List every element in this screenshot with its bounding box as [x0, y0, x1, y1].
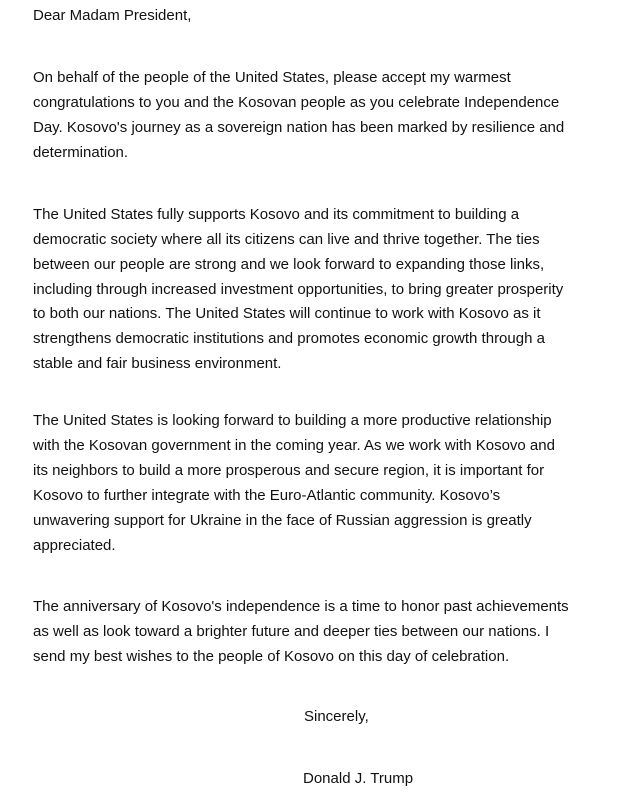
paragraph-2-line-6: strengthens democratic institutions and promotes economic growth through a [33, 330, 545, 347]
paragraph-3-line-1: The United States is looking forward to building a more productive relationship [33, 412, 552, 429]
paragraph-2-line-7: stable and fair business environment. [33, 355, 282, 372]
paragraph-4-line-3: send my best wishes to the people of Kosovo on this day of celebration. [33, 648, 510, 665]
closing: Sincerely, [304, 708, 369, 725]
paragraph-3-line-2: with the Kosovan government in the coming year. As we work with Kosovo and [33, 437, 555, 454]
paragraph-4-line-1: The anniversary of Kosovo's independence is a time to honor past achievements [33, 598, 569, 615]
paragraph-1-line-3: Day. Kosovo's journey as a sovereign nation has been marked by resilience and [33, 119, 565, 136]
paragraph-1-line-2: congratulations to you and the Kosovan people as you celebrate Independence [33, 94, 560, 111]
salutation: Dear Madam President, [33, 7, 192, 24]
paragraph-3-line-4: Kosovo to further integrate with the Euro-Atlantic community. Kosovo’s [33, 487, 501, 504]
paragraph-3-line-5: unwavering support for Ukraine in the face of Russian aggression is greatly [33, 512, 532, 529]
paragraph-3-line-3: its neighbors to build a more prosperous and secure region, it is important for [33, 462, 545, 479]
paragraph-2-line-5: to both our nations. The United States will continue to work with Kosovo as it [33, 305, 541, 322]
paragraph-2-line-1: The United States fully supports Kosovo and its commitment to building a [33, 206, 520, 223]
paragraph-4-line-2: as well as look toward a brighter future and deeper ties between our nations. I [33, 623, 550, 640]
signature-name: Donald J. Trump [303, 770, 414, 787]
paragraph-2-line-4: including through increased investment opportunities, to bring greater prosperity [33, 281, 564, 298]
paragraph-3-line-6: appreciated. [33, 537, 116, 554]
paragraph-2-line-3: between our people are strong and we look forward to expanding those links, [33, 256, 545, 273]
paragraph-1-line-1: On behalf of the people of the United States, please accept my warmest [33, 69, 511, 86]
paragraph-1-line-4: determination. [33, 144, 129, 161]
paragraph-2-line-2: democratic society where all its citizens can live and thrive together. The ties [33, 231, 540, 248]
